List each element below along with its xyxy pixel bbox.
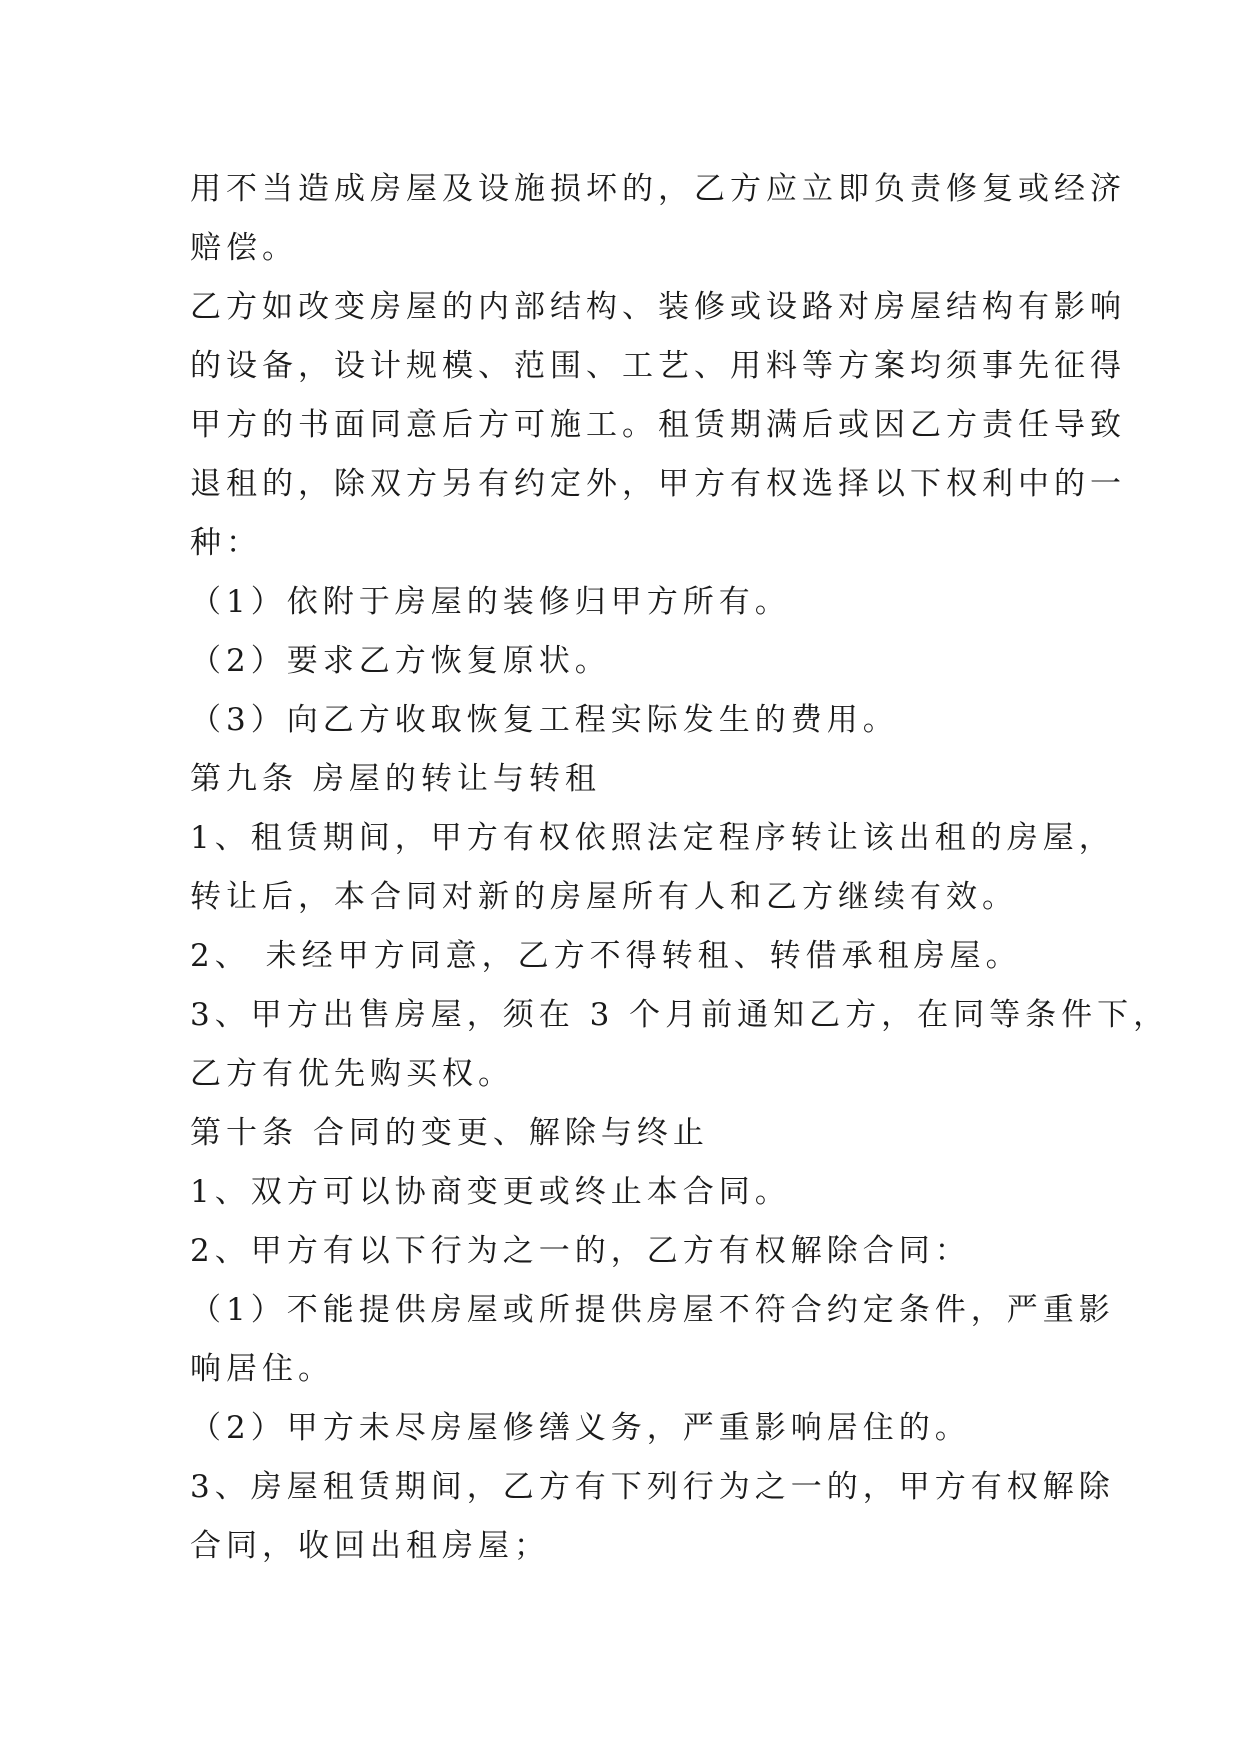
document-body xyxy=(190,160,1170,1576)
text-line: 的设备，设计规模、范围、工艺、用料等方案均须事先征得 xyxy=(190,348,1126,384)
clause-item: 3、甲方出售房屋，须在 3 个月前通知乙方，在同等条件下， xyxy=(190,997,1170,1033)
text-line: 种： xyxy=(190,525,262,561)
clause-item: 2、 未经甲方同意，乙方不得转租、转借承租房屋。 xyxy=(190,938,1022,974)
text-line: 合同，收回出租房屋； xyxy=(190,1528,550,1564)
text-line: 甲方的书面同意后方可施工。租赁期满后或因乙方责任导致 xyxy=(190,407,1126,443)
list-item: （1）依附于房屋的装修归甲方所有。 xyxy=(190,584,791,620)
list-item: （3）向乙方收取恢复工程实际发生的费用。 xyxy=(190,702,899,738)
clause-item: 2、甲方有以下行为之一的，乙方有权解除合同： xyxy=(190,1233,971,1269)
list-item: （2）甲方未尽房屋修缮义务，严重影响居住的。 xyxy=(190,1410,971,1446)
section-heading: 第十条 合同的变更、解除与终止 xyxy=(190,1115,709,1151)
text-line: 响居住。 xyxy=(190,1351,334,1387)
list-item: （1）不能提供房屋或所提供房屋不符合约定条件，严重影 xyxy=(190,1292,1115,1328)
list-item: （2）要求乙方恢复原状。 xyxy=(190,643,611,679)
text-line: 乙方如改变房屋的内部结构、装修或设路对房屋结构有影响 xyxy=(190,289,1126,325)
text-line: 用不当造成房屋及设施损坏的，乙方应立即负责修复或经济 xyxy=(190,171,1126,207)
text-line: 赔偿。 xyxy=(190,230,298,266)
text-line: 退租的，除双方另有约定外，甲方有权选择以下权利中的一 xyxy=(190,466,1126,502)
section-heading: 第九条 房屋的转让与转租 xyxy=(190,761,601,797)
clause-item: 1、租赁期间，甲方有权依照法定程序转让该出租的房屋， xyxy=(190,820,1115,856)
clause-item: 3、房屋租赁期间，乙方有下列行为之一的，甲方有权解除 xyxy=(190,1469,1115,1505)
text-line: 乙方有优先购买权。 xyxy=(190,1056,514,1092)
clause-item: 1、双方可以协商变更或终止本合同。 xyxy=(190,1174,791,1210)
text-line: 转让后，本合同对新的房屋所有人和乙方继续有效。 xyxy=(190,879,1018,915)
